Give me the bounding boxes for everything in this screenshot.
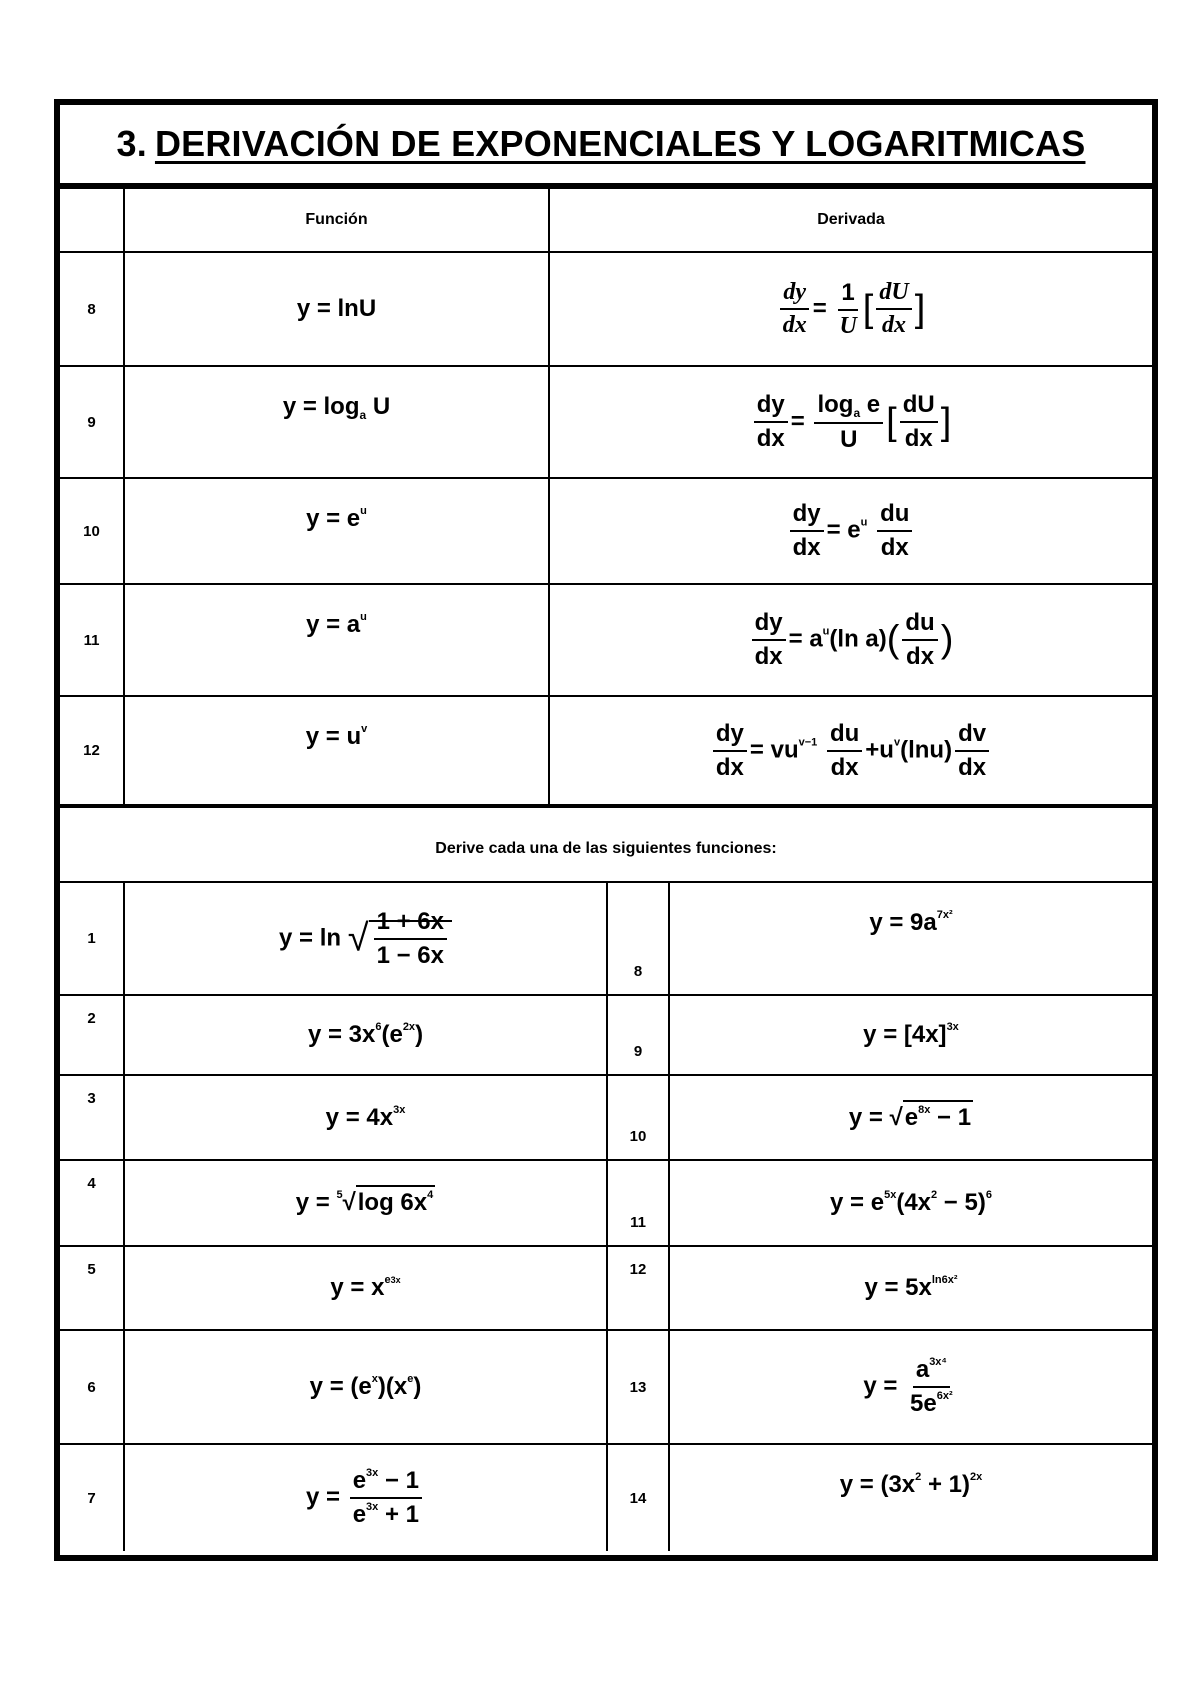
exercise-formula: y = ln √ $\frac{1 + 6x}{1 - 6x}$ <box>124 883 607 995</box>
exercise-formula: $y = [4x]^{3x}$ <box>669 995 1152 1075</box>
function-formula: $y = a^u$ <box>124 584 549 696</box>
derivative-formula: $\frac{dy}{dx}$ = $\frac{1}{U}$ [ $\frac{dU}{dx}$ ] <box>549 252 1152 366</box>
exercise-formula: $y = 5x^{ln6x^2}$ <box>669 1246 1152 1330</box>
exercise-number: 12 <box>607 1246 669 1330</box>
exercise-number: 13 <box>607 1330 669 1444</box>
header-number-cell <box>60 189 124 252</box>
exercise-formula: $y = √e^{8x} - 1$ <box>669 1075 1152 1160</box>
header-function: Función <box>124 189 549 252</box>
exercise-number: 7 <box>60 1444 124 1551</box>
derivative-formula: $\frac{dy}{dx}$ = $vu^{v-1}$ $\frac{du}{dx}$ $+u^v(\ln u)$ $\frac{dv}{dx}$ <box>549 696 1152 806</box>
exercise-number: 8 <box>607 883 669 995</box>
function-formula: $y = e^u$ <box>124 478 549 584</box>
exercise-number: 14 <box>607 1444 669 1551</box>
reference-row <box>60 252 1152 366</box>
exercise-row <box>60 883 1152 995</box>
exercise-table <box>60 883 1152 1551</box>
function-formula: y = lnU <box>124 252 549 366</box>
exercise-formula: $y = (3x^2 + 1)^{2x}$ <box>669 1444 1152 1551</box>
exercise-formula: $y = 4x^{3x}$ <box>124 1075 607 1160</box>
worksheet-frame <box>54 99 1158 1561</box>
row-number: 11 <box>60 584 124 696</box>
exercise-number: 4 <box>60 1160 124 1246</box>
exercise-row <box>60 1444 1152 1551</box>
title-text: DERIVACIÓN DE EXPONENCIALES Y LOGARITMICAS <box>154 123 1086 164</box>
derivative-formula: $\frac{dy}{dx}$ = $e^u$ $\frac{du}{dx}$ <box>549 478 1152 584</box>
exercise-formula: $y = x^{e3x}$ <box>124 1246 607 1330</box>
exercise-number: 1 <box>60 883 124 995</box>
exercise-formula: y = $^5$√log $6x^4$ <box>124 1160 607 1246</box>
exercise-formula: y = $\frac{e^{3x} - 1}{e^{3x} + 1}$ <box>124 1444 607 1551</box>
reference-row <box>60 584 1152 696</box>
exercise-number: 9 <box>607 995 669 1075</box>
row-number: 10 <box>60 478 124 584</box>
exercise-number: 5 <box>60 1246 124 1330</box>
exercise-instruction: Derive cada una de las siguientes funciones: <box>60 817 1152 883</box>
function-formula: $y = \log_a U$ <box>124 366 549 478</box>
page-title <box>117 123 1086 165</box>
header-derivative: Derivada <box>549 189 1152 252</box>
row-number: 8 <box>60 252 124 366</box>
derivative-reference-table <box>60 189 1152 808</box>
derivative-formula: $\frac{dy}{dx}$ = $a^u(\ln$ a)( $\frac{du}{dx}$ ) <box>549 584 1152 696</box>
exercise-number: 3 <box>60 1075 124 1160</box>
reference-header-row <box>60 189 1152 252</box>
title-row <box>60 105 1152 189</box>
row-number: 9 <box>60 366 124 478</box>
derivative-formula: $\frac{dy}{dx}$ = $\frac{\log_a e}{U}$ [ $\frac{dU}{dx}$ ] <box>549 366 1152 478</box>
reference-row <box>60 478 1152 584</box>
exercise-formula: $y = (e^x)(x^e)$ <box>124 1330 607 1444</box>
exercise-row <box>60 1075 1152 1160</box>
exercise-number: 10 <box>607 1075 669 1160</box>
row-number: 12 <box>60 696 124 806</box>
exercise-formula: $y = 3x^6(e^{2x})$ <box>124 995 607 1075</box>
exercise-row <box>60 1160 1152 1246</box>
exercise-row <box>60 1330 1152 1444</box>
reference-row <box>60 366 1152 478</box>
exercise-formula: $y = e^{5x}(4x^2 - 5)^6$ <box>669 1160 1152 1246</box>
function-formula: $y = u^v$ <box>124 696 549 806</box>
exercise-number: 11 <box>607 1160 669 1246</box>
reference-row <box>60 696 1152 806</box>
exercise-number: 2 <box>60 995 124 1075</box>
title-number: 3. <box>116 123 147 164</box>
exercise-formula: y = $\frac{a^{3x^4}}{5e^{6x^2}}$ <box>669 1330 1152 1444</box>
exercise-formula: $y = 9a^{7x^2}$ <box>669 883 1152 995</box>
exercise-row <box>60 1246 1152 1330</box>
exercise-row <box>60 995 1152 1075</box>
exercise-number: 6 <box>60 1330 124 1444</box>
